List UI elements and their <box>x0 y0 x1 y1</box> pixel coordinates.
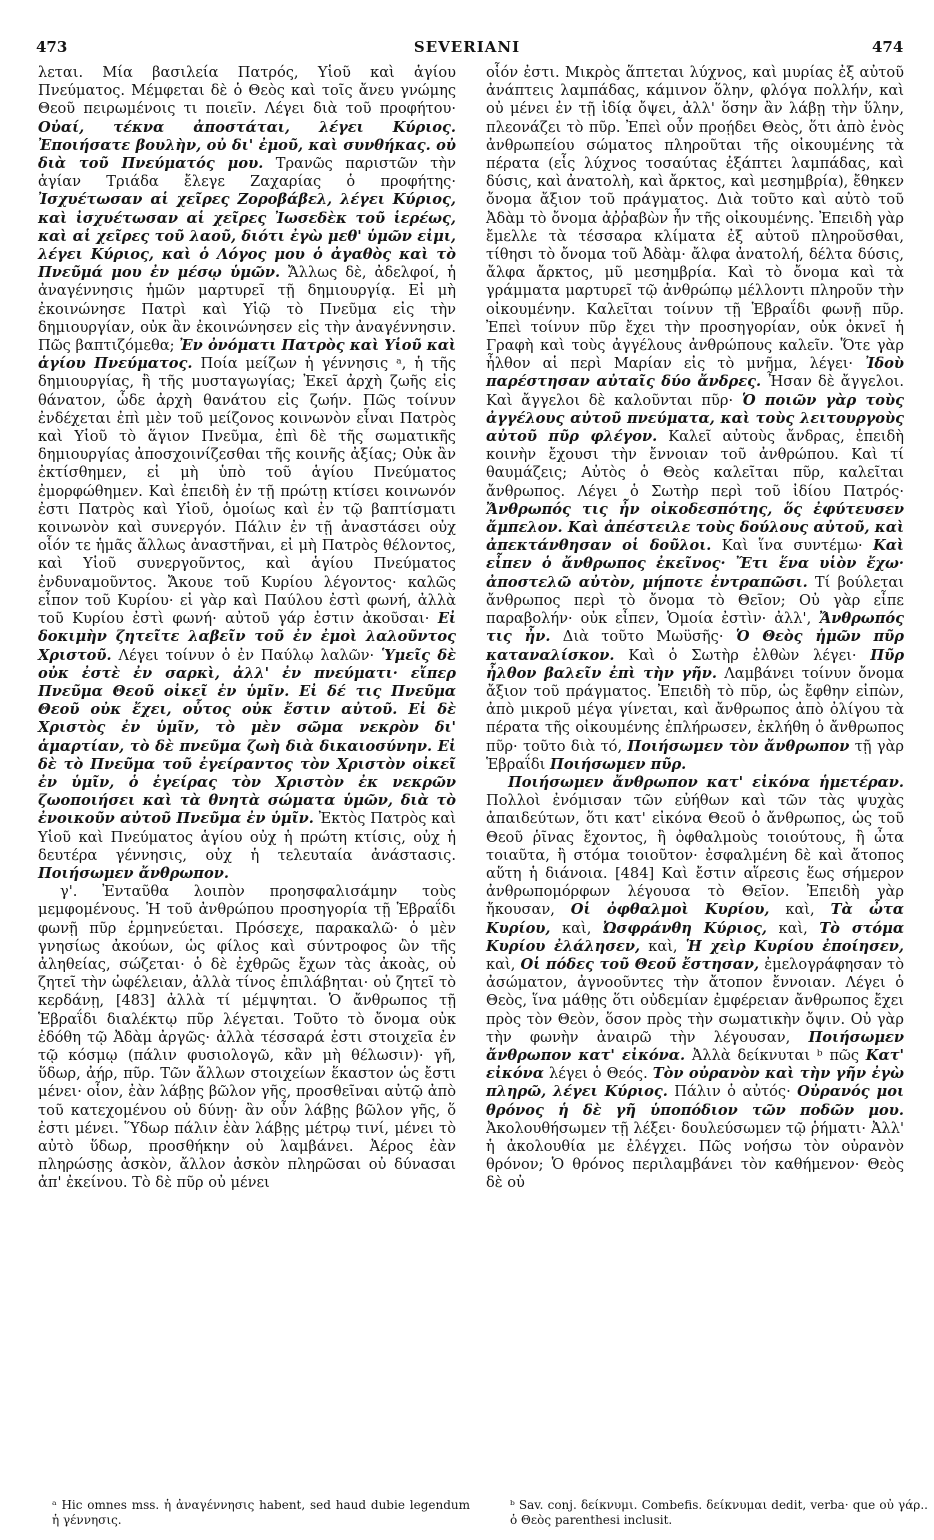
body-text: Ποία μείζων ἡ γέννησις ᵃ, ἡ τῆς δημιουργίας, ἢ τῆς μυσταγωγίας; Ἐκεῖ ἀρχὴ ζωῆς εἰς θάνατον, ὧδε ἀρχὴ θανάτου εἰς ζωήν. Πῶς τοίνυν ἐνδέχεται ἐπὶ μὲν τοῦ μείζονος κοινωνὸν εἶναι Πατρὸς καὶ Υἱοῦ τὸ ἅγιον Πνεῦμα, ἐπὶ δὲ τῆς σωματικῆς δημιουργίας ἀποσχοινίζεσθαι τῆς κοινῆς ἀξίας; Οὐκ ἂν ἐκτίσθημεν, εἰ μὴ ὑπὸ τοῦ ἁγίου Πνεύματος ἐμορφώθημεν. Καὶ ἐπειδὴ ἐν τῇ πρώτῃ κτίσει κοινωνόν ἐστι Πατρὸς καὶ Υἱοῦ, ὁμοίως καὶ ἐν τῷ βαπτίσματι κοινωνὸν καὶ συνεργόν. Πάλιν ἐν τῇ ἀναστάσει οὐχ οἷόν τε ἡμᾶς ἄλλως ἀναστῆναι, εἰ μὴ Πατρὸς θέλοντος, καὶ Υἱοῦ συνεργοῦντος, καὶ ἁγίου Πνεύματος ἐνδυναμοῦντος. Ἄκουε τοῦ Κυρίου λέγοντος· καλῶς εἶπον τοῦ Κυρίου· εἰ γὰρ καὶ Παύλου ἐστὶ φωνή, ἀλλὰ τοῦ Κυρίου ἐστὶ φωνή· αὐτοῦ γάρ ἐστιν ἀκοῦσαι· <box>38 355 457 628</box>
running-title: SEVERIANI <box>413 38 521 56</box>
body-text: Διὰ τοῦτο Μωϋσῆς· <box>562 628 724 646</box>
body-text: Ἐκτὸς Πατρὸς καὶ Υἱοῦ καὶ Πνεύματος ἁγίου οὐχ ἡ πρώτη κτίσις, οὐχ ἡ δευτέρα γέννησις, οὐχ ἡ τελευταία ἀνάστασις. <box>38 810 456 864</box>
body-text: λέγει ὁ Θεός. <box>548 1065 648 1083</box>
scripture-quote: Τὰ ὦτα Κυρίου, <box>486 901 904 937</box>
scripture-quote: Καὶ εἶπεν ὁ ἄνθρωπος ἐκεῖνος· Ἔτι ἕνα υἱὸν ἔχω· ἀποστελῶ αὐτὸν, μήποτε ἐντραπῶσι. <box>486 537 904 591</box>
scripture-quote: Πῦρ ἦλθον βαλεῖν ἐπὶ τὴν γῆν. <box>486 646 905 682</box>
scripture-quote: Ἄνθρωπός τις ἦν. <box>486 610 905 646</box>
scripture-quote: Ποιήσωμεν ἄνθρωπον. <box>38 864 229 882</box>
scripture-quote: Οἱ ὀφθαλμοὶ Κυρίου, <box>570 901 770 919</box>
body-text: Λαμβάνει τοίνυν ὄνομα ἄξιον τοῦ πράγματος. Ἐπειδὴ τὸ πῦρ, ὡς ἔφθην εἰπὼν, ἀπὸ μικροῦ μέγα γίνεται, καὶ ἄνθρωπος ἀπὸ ὀλίγου τὰ πέρατα τῆς οἰκουμένης ἐπλήρωσεν, ἐκλήθη ὁ ἄνθρωπος πῦρ· τοῦτο διὰ τό, <box>486 664 904 755</box>
scripture-quote: Τὸν οὐρανὸν καὶ τὴν γῆν ἐγὼ πληρῶ, λέγει Κύριος. <box>486 1065 905 1101</box>
scripture-quote: Ποιήσωμεν πῦρ. <box>550 755 687 773</box>
body-text: Πολλοὶ ἐνόμισαν τῶν εὐήθων καὶ τῶν τὰς ψυχὰς ἀπαιδεύτων, ὅτι κατ' εἰκόνα Θεοῦ ὁ ἄνθρωπος, ὡς τοῦ Θεοῦ ῥῖνας ἔχοντος, ἢ ὀφθαλμοὺς τοιούτους, ἢ ὦτα τοιαῦτα, ἢ στόμα τοιοῦτον· ἐσφαλμένη δὲ καὶ ἄτοπος αὕτη ἡ διάνοια. [484] Καὶ ἔστιν αἵρεσις ἕως σήμερον ἀνθρωπομόρφων λέγουσα τὸ Θεῖον. Ἐπειδὴ γὰρ ἤκουσαν, <box>486 792 904 919</box>
body-text: καὶ, <box>785 901 815 919</box>
body-text: Τρανῶς παριστῶν τὴν ἁγίαν Τριάδα ἔλεγε Ζαχαρίας ὁ προφήτης· <box>38 155 456 191</box>
body-text: Ἄλλως δὲ, ἀδελφοί, ἡ ἀναγέννησις ἡμῶν μαρτυρεῖ τῇ δημιουργίᾳ. Εἰ μὴ ἐκοινώνησε Πατρὶ καὶ Υἱῷ τὸ Πνεῦμα εἰς τὴν δημιουργίαν, οὐκ ἂν ἐκοινώνησεν εἰς τὴν ἀναγέννησιν. Πῶς βαπτιζόμεθα; <box>38 264 456 355</box>
scripture-quote: Εἰ δοκιμὴν ζητεῖτε λαβεῖν τοῦ ἐν ἐμοὶ λαλοῦντος Χριστοῦ. <box>38 610 456 664</box>
scripture-quote: Ὑμεῖς δὲ οὐκ ἐστὲ ἐν σαρκὶ, ἀλλ' ἐν πνεύματι· εἴπερ Πνεῦμα Θεοῦ οἰκεῖ ἐν ὑμῖν. Εἰ δέ τις Πνεῦμα Θεοῦ οὐκ ἔχει, οὗτος οὐκ ἔστιν αὐτοῦ. Εἰ δὲ Χριστὸς ἐν ὑμῖν, τὸ μὲν σῶμα νεκρὸν δι' ἁμαρτίαν, τὸ δὲ πνεῦμα ζωὴ διὰ δικαιοσύνην. Εἰ δὲ τὸ Πνεῦμα τοῦ ἐγείραντος τὸν Χριστὸν οἰκεῖ ἐν ὑμῖν, ὁ ἐγείρας τὸν Χριστὸν ἐκ νεκρῶν ζωοποιήσει καὶ τὰ θνητὰ σώματα ὑμῶν, διὰ τὸ ἐνοικοῦν αὐτοῦ Πνεῦμα ἐν ὑμῖν. <box>38 646 456 828</box>
body-text: Πάλιν ὁ αὐτός· <box>674 1083 791 1101</box>
page-number-left: 473 <box>36 38 68 56</box>
body-text: τῇ γὰρ Ἑβραΐδι <box>486 737 905 773</box>
paragraph <box>38 64 456 883</box>
right-column <box>486 64 904 1193</box>
scripture-quote: Ἰδοὺ παρέστησαν αὐταῖς δύο ἄνδρες. <box>486 355 904 391</box>
scripture-quote: Ἡ χεὶρ Κυρίου ἐποίησεν, <box>685 937 905 955</box>
paragraph <box>38 883 456 1192</box>
body-text: καὶ, <box>778 919 808 937</box>
scripture-quote: Ἐν ὀνόματι Πατρὸς καὶ Υἱοῦ καὶ ἁγίου Πνεύματος. <box>38 337 456 373</box>
scripture-quote: Ποιήσωμεν ἄνθρωπον κατ' εἰκόνα. <box>486 1028 905 1064</box>
scripture-quote: Ἰσχυέτωσαν αἱ χεῖρες Ζοροβάβελ, λέγει Κύριος, καὶ ἰσχυέτωσαν αἱ χεῖρες Ἰωσεδὲκ τοῦ ἱερέως, καὶ αἱ χεῖρες τοῦ λαοῦ, διότι ἐγὼ μεθ' ὑμῶν εἰμι, λέγει Κύριος, καὶ ὁ Λόγος μου ὁ ἀγαθὸς καὶ τὸ Πνεῦμά μου ἐν μέσῳ ὑμῶν. <box>38 191 456 282</box>
body-text: Καὶ ὁ Σωτὴρ ἐλθὼν λέγει· <box>628 646 857 664</box>
body-text: Ἦσαν δὲ ἄγγελοι. Καὶ ἄγγελοι δὲ καλοῦνται πῦρ· <box>486 373 905 409</box>
scripture-quote: Οὐρανός μοι θρόνος ἡ δὲ γῆ ὑποπόδιον τῶν ποδῶν μου. <box>486 1083 905 1119</box>
body-text: καὶ, <box>486 955 516 973</box>
scripture-quote: Ὠσφράνθη Κύριος, <box>602 919 767 937</box>
body-text: γ'. Ἐνταῦθα λοιπὸν προησφαλισάμην τοὺς μεμφομένους. Ἡ τοῦ ἀνθρώπου προσηγορία τῇ Ἑβραΐδι φωνῇ πῦρ ἑρμηνεύεται. Πρόσεχε, παρακαλῶ· ὁ μὲν γνησίως ἀκούων, ὡς φίλος καὶ σύντροφος ὢν τῆς ἀληθείας, σώζεται· ὁ δὲ ἐχθρῶς ἔχων τὰς ἀκοὰς, οὐ ζητεῖ τὴν ὠφέλειαν, ἀλλὰ τίνος ἐπιλάβηται· οὐ ζητεῖ τὸ κερδάνῃ, [483] ἀλλὰ τί μέμψηται. Ὁ ἄνθρωπος τῇ Ἑβραΐδι διαλέκτῳ πῦρ λέγεται. Τοῦτο τὸ ὄνομα οὐκ ἐδόθη τῷ Ἀδὰμ ἀργῶς· ἀλλὰ τέσσαρά ἐστι στοιχεῖα ἐν τῷ κόσμῳ (πάλιν φυσιολογῶ, κἂν μὴ θέλωσιν)· γῆ, ὕδωρ, ἀήρ, πῦρ. Τῶν ἄλλων στοιχείων ἕκαστον ὡς ἔστι μένει· οἷον, ἐὰν λάβῃς βῶλον γῆς, προσθεῖναι αὐτῷ ἀπὸ τοῦ κατεχομένου οὐ δύνῃ· ἂν οὖν λάβῃς βῶλον γῆς, ὅ ἐστι μένει. Ὕδωρ πάλιν ἐὰν λάβῃς μέτρῳ τινί, μένει τὸ αὐτὸ ὕδωρ, προσθήκην οὐ λαμβάνει. Ἀέρος ἐὰν πληρώσῃς ἀσκὸν, ἄλλον ἀσκὸν πληρῶσαι οὐ δύνασαι ἀπ' ἐκείνου. Τὸ δὲ πῦρ οὐ μένει <box>38 883 456 1192</box>
scripture-quote: Κατ' εἰκόνα <box>486 1046 904 1083</box>
body-text: Τί βούλεται ἄνθρωπος περὶ τὸ ὄνομα τὸ Θεῖον; Οὐ γὰρ εἶπε παραβολήν· οὐκ εἶπεν, Ὁμοία ἐστὶν· ἀλλ', <box>486 573 905 628</box>
body-text: Ἀκολουθήσωμεν τῇ λέξει· δουλεύσωμεν τῷ ῥήματι· Ἀλλ' ἡ ἀκολουθία με ἐλέγχει. Πῶς νοήσω τὸν οὐρανὸν θρόνον; Ὁ θρόνος περιλαμβάνει τὸν καθήμενον· Θεὸς δὲ οὐ <box>486 1119 904 1192</box>
scripture-quote: Οἱ πόδες τοῦ Θεοῦ ἔστησαν, <box>520 955 760 973</box>
footnote-right: ᵇ Sav. conj. δείκνυμι. Combefis. δείκνυμαι dedit, verba· que οὐ γάρ.. ὁ Θεὸς parenthesi inclusit. <box>510 1498 928 1527</box>
paragraph <box>486 64 904 774</box>
body-text: καὶ, <box>648 937 678 955</box>
body-text: Ἀλλὰ δείκνυται ᵇ πῶς <box>691 1046 860 1064</box>
scripture-quote: Ὁ ποιῶν γὰρ τοὺς ἀγγέλους αὐτοῦ πνεύματα, καὶ τοὺς λειτουργοὺς αὐτοῦ πῦρ φλέγον. <box>486 391 905 446</box>
body-text: Λέγει τοίνυν ὁ ἐν Παύλῳ λαλῶν· <box>118 646 375 664</box>
body-text: οἷόν ἐστι. Μικρὸς ἅπτεται λύχνος, καὶ μυρίας ἐξ αὐτοῦ ἀνάπτεις λαμπάδας, κάμινον ὅλην, φλόγα πολλήν, καὶ οὐ μένει ἐν τῇ ἰδίᾳ ὄψει, ἀλλ' ὅσην ἂν λάβῃ τὴν ὕλην, πλεονάζει τὸ πῦρ. Ἐπεὶ οὖν προῄδει Θεὸς, ὅτι ἀπὸ ἑνὸς ἀνθρωπείου σώματος πληροῦται τῆς οἰκουμένης τὰ πέρατα (εἷς λύχνος τοσαύτας ἐξάπτει λαμπάδας, καὶ δύσις, καὶ ἀνατολὴ, καὶ ἄρκτος, καὶ μεσημβρία), ἔθηκεν ὄνομα ἄξιον τοῦ πράγματος. Διὰ τοῦτο καὶ αὐτὸ τοῦ Ἀδὰμ τὸ ὄνομα ἀῤῥαβὼν ἦν τῆς οἰκουμένης. Ἐπειδὴ γὰρ ἔμελλε τὰ τέσσαρα κλίματα ἐξ αὐτοῦ πληροῦσθαι, τίθησι τὸ ὄνομα τοῦ Ἀδὰμ· ἄλφα ἀνατολή, δέλτα δύσις, ἄλφα ἄρκτος, μῦ μεσημβρία. Καὶ τὸ ὄνομα καὶ τὰ γράμματα μαρτυρεῖ τῷ ἀνθρώπῳ μέλλοντι πληροῦν τὴν οἰκουμένην. Καλεῖται τοίνυν τῇ Ἑβραΐδι φωνῇ πῦρ. Ἐπεὶ τοίνυν πῦρ ἔχει τὴν προσηγορίαν, οὐκ ὀκνεῖ ἡ Γραφὴ καὶ τοὺς ἀγγέλους ἀνθρώπους καλεῖν. Ὅτε γὰρ ἦλθον αἱ περὶ Μαρίαν εἰς τὸ μνῆμα, λέγει· <box>486 64 904 373</box>
scripture-quote: Ὁ Θεὸς ἡμῶν πῦρ καταναλίσκον. <box>486 628 905 664</box>
body-text: λεται. Μία βασιλεία Πατρός, Υἱοῦ καὶ ἁγίου Πνεύματος. Μέμφεται δὲ ὁ Θεὸς καὶ τοῖς ἄνευ γνώμης Θεοῦ πειρωμένοις τι ποιεῖν. Λέγει διὰ τοῦ προφήτου· <box>38 64 456 118</box>
scripture-quote: Ἄνθρωπός τις ἦν οἰκοδεσπότης, ὅς ἐφύτευσεν ἄμπελον. Καὶ ἀπέστειλε τοὺς δούλους αὐτοῦ, καὶ ἀπεκτάνθησαν οἱ δοῦλοι. <box>486 500 904 555</box>
scripture-quote: Οὐαί, τέκνα ἀποστάται, λέγει Κύριος. Ἐποιήσατε βουλὴν, οὐ δι' ἐμοῦ, καὶ συνθήκας. οὐ διὰ τοῦ Πνεύματός μου. <box>38 118 456 173</box>
paragraph <box>486 774 904 1193</box>
body-text: Καλεῖ αὐτοὺς ἄνδρας, ἐπειδὴ κοινὴν ἔχουσι τὴν ἔννοιαν τοῦ ἀνθρώπου. Καὶ τί θαυμάζεις; Αὐτὸς ὁ Θεὸς καλεῖται πῦρ, καλεῖται ἄνθρωπος. Λέγει ὁ Σωτὴρ περὶ τοῦ ἰδίου Πατρός· <box>486 428 904 500</box>
left-column <box>38 64 456 1193</box>
scripture-quote: Τὸ στόμα Κυρίου ἐλάλησεν, <box>486 919 905 955</box>
scripture-quote: Ποιήσωμεν τὸν ἄνθρωπον <box>627 737 850 755</box>
body-text: Καὶ ἵνα συντέμω· <box>721 537 863 555</box>
body-text: καὶ, <box>562 919 592 937</box>
page-number-right: 474 <box>872 38 904 56</box>
scripture-quote: Ποιήσωμεν ἄνθρωπον κατ' εἰκόνα ἡμετέραν. <box>508 773 904 791</box>
footnote-left: ᵃ Hic omnes mss. ἡ ἀναγέννησις habent, sed haud dubie legendum ἡ γέννησις. <box>52 1498 470 1527</box>
body-text: ἐμελογράφησαν τὸ ἀσώματον, ἀγνοοῦντες τὴν ἄτοπον ἔννοιαν. Λέγει ὁ Θεὸς, ἵνα μάθῃς ὅτι οὐδεμίαν ἐμφέρειαν ἄνθρωπος ἔχει πρὸς τὸν Θεὸν, ὅσον πρὸς τὴν σωματικὴν ὄψιν. Οὐ γὰρ τὴν φωνὴν ἀναιρῶ τὴν λέγουσαν, <box>486 955 905 1046</box>
